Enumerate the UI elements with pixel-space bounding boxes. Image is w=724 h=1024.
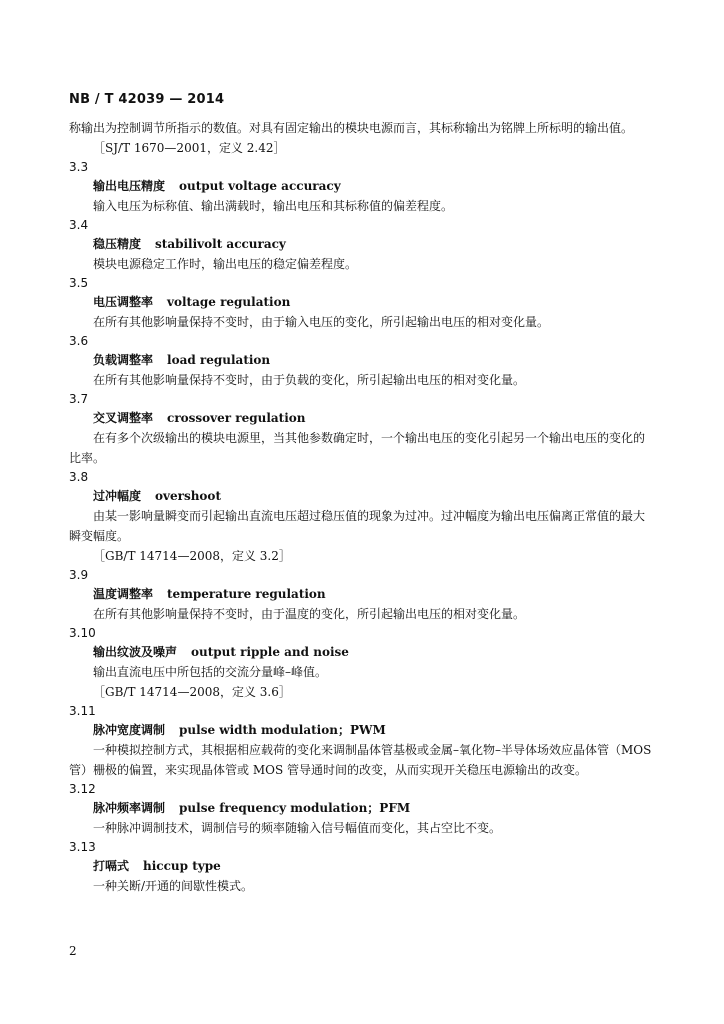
term-number: 3.4	[69, 218, 89, 232]
term-number: 3.8	[69, 470, 89, 484]
term-en: crossover regulation	[167, 411, 306, 425]
standard-header: NB / T 42039 — 2014	[69, 92, 225, 107]
term-title	[93, 585, 654, 604]
term-3-7	[69, 390, 654, 468]
term-title	[93, 293, 654, 312]
term-definition: 在所有其他影响量保持不变时，由于负载的变化，所引起输出电压的相对变化量。	[93, 373, 526, 387]
term-reference: ［GB/T 14714—2008，定义 3.6］	[93, 685, 291, 699]
term-en: output ripple and noise	[191, 645, 349, 659]
term-definition: 输入电压为标称值、输出满载时，输出电压和其标称值的偏差程度。	[93, 199, 454, 213]
term-definition: 在有多个次级输出的模块电源里，当其他参数确定时，一个输出电压的变化引起另一个输出电压的变化的比率。	[69, 431, 646, 465]
term-reference: ［GB/T 14714—2008，定义 3.2］	[93, 549, 291, 563]
term-zh: 打嗝式	[93, 859, 130, 873]
page-number: 2	[69, 944, 77, 958]
term-definition: 模块电源稳定工作时，输出电压的稳定偏差程度。	[93, 257, 358, 271]
term-en: stabilivolt accuracy	[155, 237, 286, 251]
term-number: 3.12	[69, 782, 96, 796]
term-zh: 输出纹波及噪声	[93, 645, 178, 659]
term-3-11	[69, 702, 654, 780]
term-3-12	[69, 780, 654, 838]
term-3-3	[69, 158, 654, 216]
term-number: 3.7	[69, 392, 89, 406]
term-title	[93, 721, 654, 740]
term-zh: 交叉调整率	[93, 411, 154, 425]
term-title	[93, 351, 654, 370]
term-zh: 输出电压精度	[93, 179, 166, 193]
term-3-8	[69, 468, 654, 566]
term-zh: 负载调整率	[93, 353, 154, 367]
term-en: hiccup type	[143, 859, 221, 873]
term-title	[93, 799, 654, 818]
term-number: 3.9	[69, 568, 89, 582]
term-zh: 稳压精度	[93, 237, 142, 251]
term-zh: 温度调整率	[93, 587, 154, 601]
term-title	[93, 857, 654, 876]
intro-text: 称输出为控制调节所指示的数值。对具有固定输出的模块电源而言，其标称输出为铭牌上所标明的输出值。	[69, 121, 634, 135]
term-en: voltage regulation	[167, 295, 291, 309]
term-en: pulse width modulation；PWM	[179, 723, 386, 737]
intro-reference: ［SJ/T 1670—2001，定义 2.42］	[93, 141, 286, 155]
term-number: 3.13	[69, 840, 96, 854]
term-definition: 在所有其他影响量保持不变时，由于输入电压的变化，所引起输出电压的相对变化量。	[93, 315, 550, 329]
term-definition: 由某一影响量瞬变而引起输出直流电压超过稳压值的现象为过冲。过冲幅度为输出电压偏离正常值的最大瞬变幅度。	[69, 509, 646, 543]
term-title	[93, 643, 654, 662]
term-en: pulse frequency modulation；PFM	[179, 801, 411, 815]
term-definition: 在所有其他影响量保持不变时，由于温度的变化，所引起输出电压的相对变化量。	[93, 607, 526, 621]
term-3-6	[69, 332, 654, 390]
term-en: output voltage accuracy	[179, 179, 341, 193]
term-definition: 输出直流电压中所包括的交流分量峰–峰值。	[93, 665, 328, 679]
term-en: temperature regulation	[167, 587, 326, 601]
term-zh: 过冲幅度	[93, 489, 142, 503]
term-3-9	[69, 566, 654, 624]
term-definition: 一种模拟控制方式，其根据相应载荷的变化来调制晶体管基极或金属–氧化物–半导体场效应晶体管（MOS 管）栅极的偏置，来实现晶体管或 MOS 管导通时间的改变，从而实现开关稳压电源输出的改变。	[69, 743, 652, 777]
term-3-13	[69, 838, 654, 896]
term-definition: 一种脉冲调制技术，调制信号的频率随输入信号幅值而变化，其占空比不变。	[93, 821, 502, 835]
term-number: 3.6	[69, 334, 89, 348]
term-en: overshoot	[155, 489, 221, 503]
term-zh: 电压调整率	[93, 295, 154, 309]
term-zh: 脉冲宽度调制	[93, 723, 166, 737]
term-number: 3.3	[69, 160, 89, 174]
term-3-4	[69, 216, 654, 274]
term-title	[93, 235, 654, 254]
term-title	[93, 487, 654, 506]
term-definition: 一种关断/开通的间歇性模式。	[93, 879, 254, 893]
term-3-10	[69, 624, 654, 702]
term-zh: 脉冲频率调制	[93, 801, 166, 815]
term-title	[93, 177, 654, 196]
content-body	[69, 118, 654, 896]
term-number: 3.11	[69, 704, 96, 718]
term-title	[93, 409, 654, 428]
term-number: 3.10	[69, 626, 96, 640]
term-number: 3.5	[69, 276, 89, 290]
term-3-5	[69, 274, 654, 332]
term-en: load regulation	[167, 353, 271, 367]
